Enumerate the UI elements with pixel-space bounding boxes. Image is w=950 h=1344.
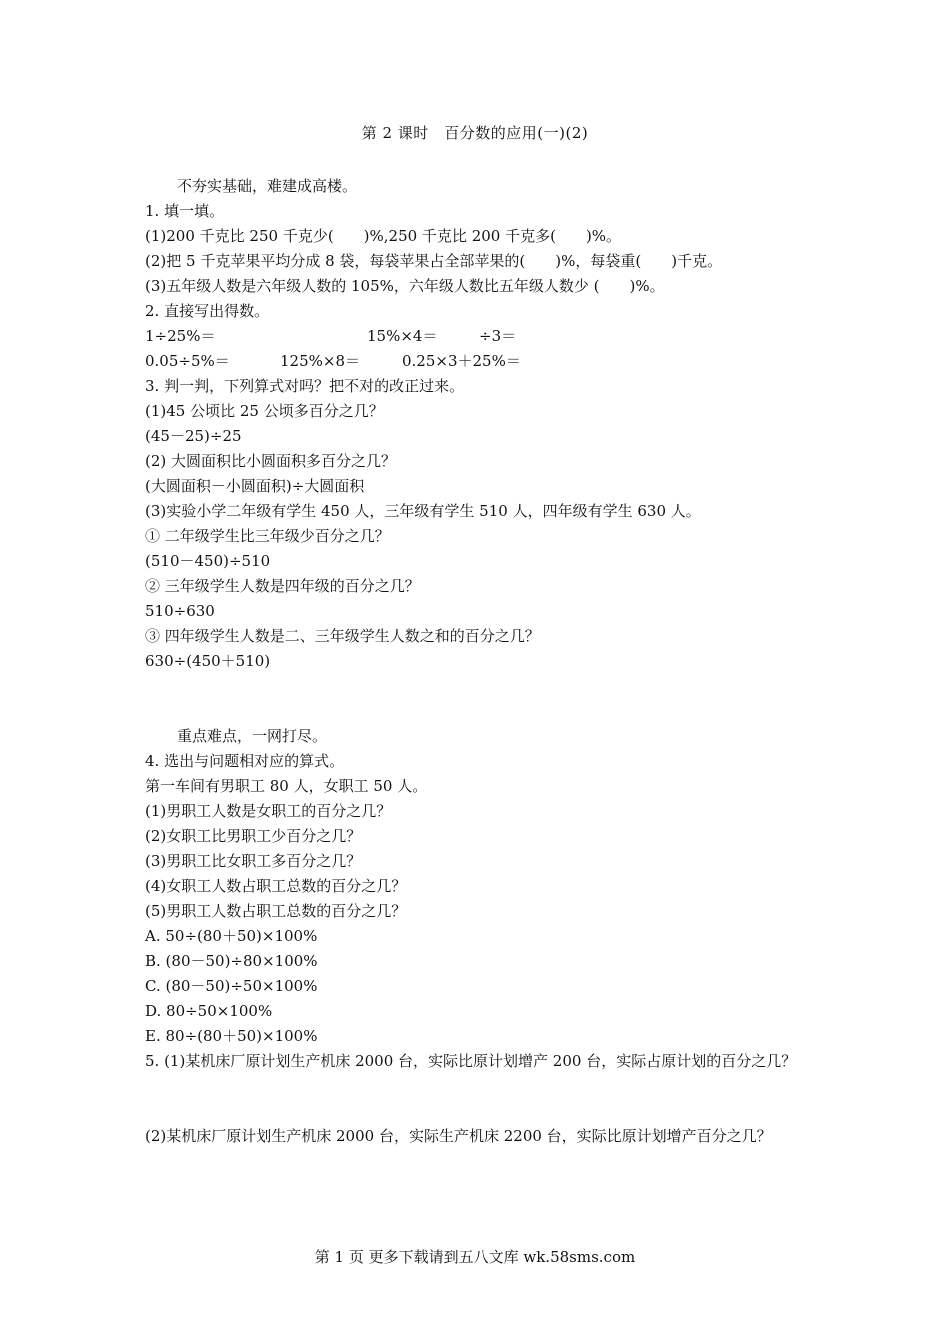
q2-expr: ÷3＝ [479, 327, 517, 345]
q3-line: (3)实验小学二年级有学生 450 人，三年级有学生 510 人，四年级有学生 630 人。 [145, 502, 701, 520]
q4-question: (2)女职工比男职工少百分之几？ [145, 827, 362, 845]
q3-line: (2) 大圆面积比小圆面积多百分之几？ [145, 452, 397, 470]
q1-heading: 1. 填一填。 [145, 202, 225, 220]
q3-line: ① 二年级学生比三年级少百分之几？ [145, 527, 390, 545]
q2-row [145, 324, 825, 349]
q2-expr: 0.25×3＋25%＝ [402, 352, 521, 370]
q2-expr: 125%×8＝ [280, 352, 360, 370]
q3-line: (1)45 公顷比 25 公顷多百分之几？ [145, 402, 384, 420]
q4-option: D. 80÷50×100% [145, 1002, 273, 1020]
q1-item: (3)五年级人数是六年级人数的 105%，六年级人数比五年级人数少 ( )%。 [145, 277, 665, 295]
q4-question: (5)男职工人数占职工总数的百分之几？ [145, 902, 407, 920]
q2-expr: 15%×4＝ [367, 327, 438, 345]
page-title: 第 2 课时 百分数的应用(一)(2) [361, 124, 589, 142]
q1-item: (2)把 5 千克苹果平均分成 8 袋，每袋苹果占全部苹果的( )%，每袋重( )千克。 [145, 252, 723, 270]
section1-motto: 不夯实基础，难建成高楼。 [177, 177, 358, 195]
q1-item: (1)200 千克比 250 千克少( )%,250 千克比 200 千克多( )%。 [145, 227, 622, 245]
q4-option: B. (80－50)÷80×100% [145, 952, 318, 970]
q2-heading: 2. 直接写出得数。 [145, 302, 270, 320]
q2-expr: 0.05÷5%＝ [145, 352, 230, 370]
q4-question: (4)女职工人数占职工总数的百分之几？ [145, 877, 407, 895]
spacer [145, 674, 825, 724]
section2-motto: 重点难点，一网打尽。 [177, 727, 328, 745]
q4-question: (3)男职工比女职工多百分之几？ [145, 852, 362, 870]
q3-line: 510÷630 [145, 602, 215, 620]
q2-row [145, 349, 825, 374]
q3-line: ③ 四年级学生人数是二、三年级学生人数之和的百分之几？ [145, 627, 540, 645]
q4-question: (1)男职工人数是女职工的百分之几？ [145, 802, 392, 820]
q4-option: C. (80－50)÷50×100% [145, 977, 318, 995]
q4-context: 第一车间有男职工 80 人，女职工 50 人。 [145, 777, 428, 795]
q3-heading: 3. 判一判，下列算式对吗？把不对的改正过来。 [145, 377, 465, 395]
q3-line: (45－25)÷25 [145, 427, 242, 445]
q3-line: 630÷(450＋510) [145, 652, 271, 670]
q5-part1: 5. (1)某机床厂原计划生产机床 2000 台，实际比原计划增产 200 台，实际占原计划的百分之几？ [145, 1052, 797, 1070]
q5-part2: (2)某机床厂原计划生产机床 2000 台，实际生产机床 2200 台，实际比原计划增产百分之几？ [145, 1127, 772, 1145]
q3-line: (510－450)÷510 [145, 552, 271, 570]
q3-line: (大圆面积－小圆面积)÷大圆面积 [145, 477, 365, 495]
document-body [145, 174, 825, 1149]
q3-line: ② 三年级学生人数是四年级的百分之几？ [145, 577, 420, 595]
q2-expr: 1÷25%＝ [145, 327, 216, 345]
q4-option: E. 80÷(80＋50)×100% [145, 1027, 318, 1045]
q4-option: A. 50÷(80＋50)×100% [145, 927, 318, 945]
q4-heading: 4. 选出与问题相对应的算式。 [145, 752, 345, 770]
spacer [145, 1074, 825, 1124]
page-footer: 第 1 页 更多下载请到五八文库 wk.58sms.com [314, 1248, 636, 1266]
